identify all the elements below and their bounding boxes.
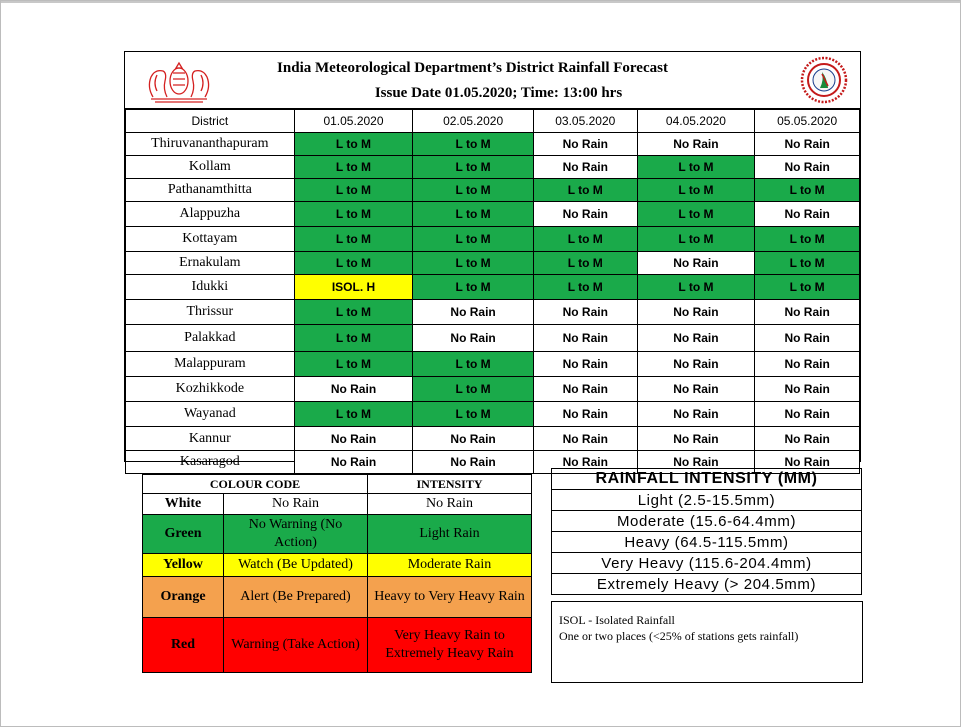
forecast-cell: No Rain [533,325,637,352]
forecast-cell: No Rain [755,352,860,377]
legend-meaning: Watch (Be Updated) [224,554,368,577]
legend-row [143,494,532,515]
table-row [126,352,860,377]
date-header: 04.05.2020 [637,110,755,133]
forecast-cell: ISOL. H [294,275,413,300]
forecast-cell: No Rain [637,451,755,474]
table-row [126,179,860,202]
table-row [126,427,860,451]
page-title: India Meteorological Department’s District Rainfall Forecast [277,60,668,76]
legend-intensity: Light Rain [368,515,532,554]
legend-colour-name: Green [143,515,224,554]
forecast-cell: No Rain [533,202,637,227]
issue-label: Issue Date [374,85,442,101]
forecast-cell: L to M [533,275,637,300]
forecast-cell: No Rain [637,300,755,325]
forecast-cell: No Rain [533,427,637,451]
table-row [126,227,860,252]
forecast-cell: L to M [294,300,413,325]
legend-intensity: No Rain [368,494,532,515]
forecast-cell: L to M [413,179,534,202]
forecast-cell: L to M [294,402,413,427]
district-name: Kasaragod [126,451,295,474]
forecast-table-container [124,51,861,469]
intensity-header: INTENSITY [368,475,532,494]
forecast-cell: L to M [533,252,637,275]
legend-colour-name: White [143,494,224,515]
district-name: Ernakulam [126,252,295,275]
district-name: Thrissur [126,300,295,325]
forecast-cell: No Rain [755,133,860,156]
legend-meaning: No Warning (No Action) [224,515,368,554]
forecast-cell: L to M [413,227,534,252]
district-name: Wayanad [126,402,295,427]
forecast-cell: No Rain [637,377,755,402]
forecast-cell: L to M [294,202,413,227]
district-name: Pathanamthitta [126,179,295,202]
table-row [126,202,860,227]
forecast-cell: No Rain [637,402,755,427]
forecast-cell: L to M [413,352,534,377]
legend-meaning: Warning (Take Action) [224,618,368,673]
date-header: 01.05.2020 [294,110,413,133]
table-row [126,377,860,402]
forecast-cell: No Rain [755,300,860,325]
forecast-cell: L to M [413,377,534,402]
forecast-cell: No Rain [755,202,860,227]
intensity-range: Moderate (15.6-64.4mm) [552,511,862,532]
note-line: One or two places (<25% of stations gets rainfall) [559,629,799,643]
date-header: 05.05.2020 [755,110,860,133]
forecast-cell: No Rain [294,427,413,451]
forecast-cell: L to M [637,179,755,202]
issue-line [131,85,866,102]
imd-logo-icon [800,56,848,104]
forecast-cell: No Rain [413,300,534,325]
legend-intensity: Heavy to Very Heavy Rain [368,577,532,618]
forecast-cell: No Rain [637,352,755,377]
colour-code-legend [142,474,532,673]
forecast-cell: No Rain [755,427,860,451]
legend-colour-name: Orange [143,577,224,618]
rainfall-intensity-title: RAINFALL INTENSITY (MM) [552,469,862,490]
forecast-cell: No Rain [755,402,860,427]
intensity-row [552,553,862,574]
forecast-cell: L to M [755,252,860,275]
issue-time: ; Time: 13:00 hrs [512,85,623,101]
legend-meaning: Alert (Be Prepared) [224,577,368,618]
intensity-row [552,574,862,595]
forecast-cell: L to M [637,227,755,252]
forecast-cell: L to M [413,252,534,275]
forecast-cell: L to M [755,227,860,252]
legend-colour-name: Red [143,618,224,673]
legend-colour-name: Yellow [143,554,224,577]
forecast-cell: No Rain [413,325,534,352]
forecast-cell: L to M [413,202,534,227]
district-name: Alappuzha [126,202,295,227]
forecast-cell: L to M [294,133,413,156]
district-column-header: District [126,110,295,133]
forecast-cell: L to M [294,179,413,202]
intensity-range: Extremely Heavy (> 204.5mm) [552,574,862,595]
forecast-cell: L to M [413,402,534,427]
district-name: Kozhikkode [126,377,295,402]
isolated-note [551,601,863,683]
forecast-cell: L to M [413,275,534,300]
date-header: 02.05.2020 [413,110,534,133]
forecast-cell: No Rain [533,156,637,179]
forecast-cell: L to M [413,133,534,156]
legend-header-row [143,475,532,494]
forecast-cell: No Rain [533,377,637,402]
intensity-row [552,532,862,553]
forecast-cell: No Rain [755,156,860,179]
forecast-cell: L to M [294,156,413,179]
intensity-range: Very Heavy (115.6-204.4mm) [552,553,862,574]
district-name: Thiruvananthapuram [126,133,295,156]
forecast-cell: No Rain [413,427,534,451]
intensity-range: Heavy (64.5-115.5mm) [552,532,862,553]
date-header-row [126,110,860,133]
district-name: Kottayam [126,227,295,252]
forecast-cell: No Rain [413,451,534,474]
forecast-cell: No Rain [294,377,413,402]
district-name: Malappuram [126,352,295,377]
district-name: Idukki [126,275,295,300]
intensity-range: Light (2.5-15.5mm) [552,490,862,511]
intensity-row [552,490,862,511]
forecast-cell: L to M [413,156,534,179]
table-row [126,156,860,179]
legend-meaning: No Rain [224,494,368,515]
forecast-cell: No Rain [533,300,637,325]
legend-intensity: Moderate Rain [368,554,532,577]
forecast-cell: No Rain [637,427,755,451]
forecast-header [125,52,860,109]
forecast-cell: No Rain [533,133,637,156]
issue-date: 01.05.2020 [444,85,513,101]
district-name: Kannur [126,427,295,451]
forecast-cell: L to M [294,325,413,352]
legend-row [143,554,532,577]
legend-row [143,618,532,673]
rainfall-intensity-table [551,468,862,595]
forecast-cell: No Rain [755,325,860,352]
table-row [126,325,860,352]
note-line: ISOL - Isolated Rainfall [559,613,675,627]
forecast-cell: L to M [637,156,755,179]
forecast-cell: No Rain [637,252,755,275]
table-row [126,275,860,300]
forecast-cell: No Rain [533,451,637,474]
table-row [126,402,860,427]
intensity-row [552,511,862,532]
forecast-cell: L to M [533,227,637,252]
forecast-cell: L to M [637,275,755,300]
forecast-cell: No Rain [533,402,637,427]
forecast-cell: No Rain [294,451,413,474]
forecast-cell: L to M [533,179,637,202]
forecast-cell: No Rain [755,377,860,402]
table-row [126,252,860,275]
table-row [126,133,860,156]
forecast-cell: L to M [637,202,755,227]
forecast-cell: L to M [755,275,860,300]
forecast-cell: No Rain [755,451,860,474]
forecast-cell: L to M [294,227,413,252]
forecast-cell: L to M [294,252,413,275]
forecast-grid [125,109,860,474]
legend-row [143,515,532,554]
table-row [126,300,860,325]
district-name: Kollam [126,156,295,179]
forecast-cell: No Rain [533,352,637,377]
legend-row [143,577,532,618]
legend-intensity: Very Heavy Rain to Extremely Heavy Rain [368,618,532,673]
forecast-cell: L to M [294,352,413,377]
district-name: Palakkad [126,325,295,352]
date-header: 03.05.2020 [533,110,637,133]
forecast-cell: No Rain [637,133,755,156]
colour-code-header: COLOUR CODE [143,475,368,494]
forecast-cell: No Rain [637,325,755,352]
forecast-cell: L to M [755,179,860,202]
